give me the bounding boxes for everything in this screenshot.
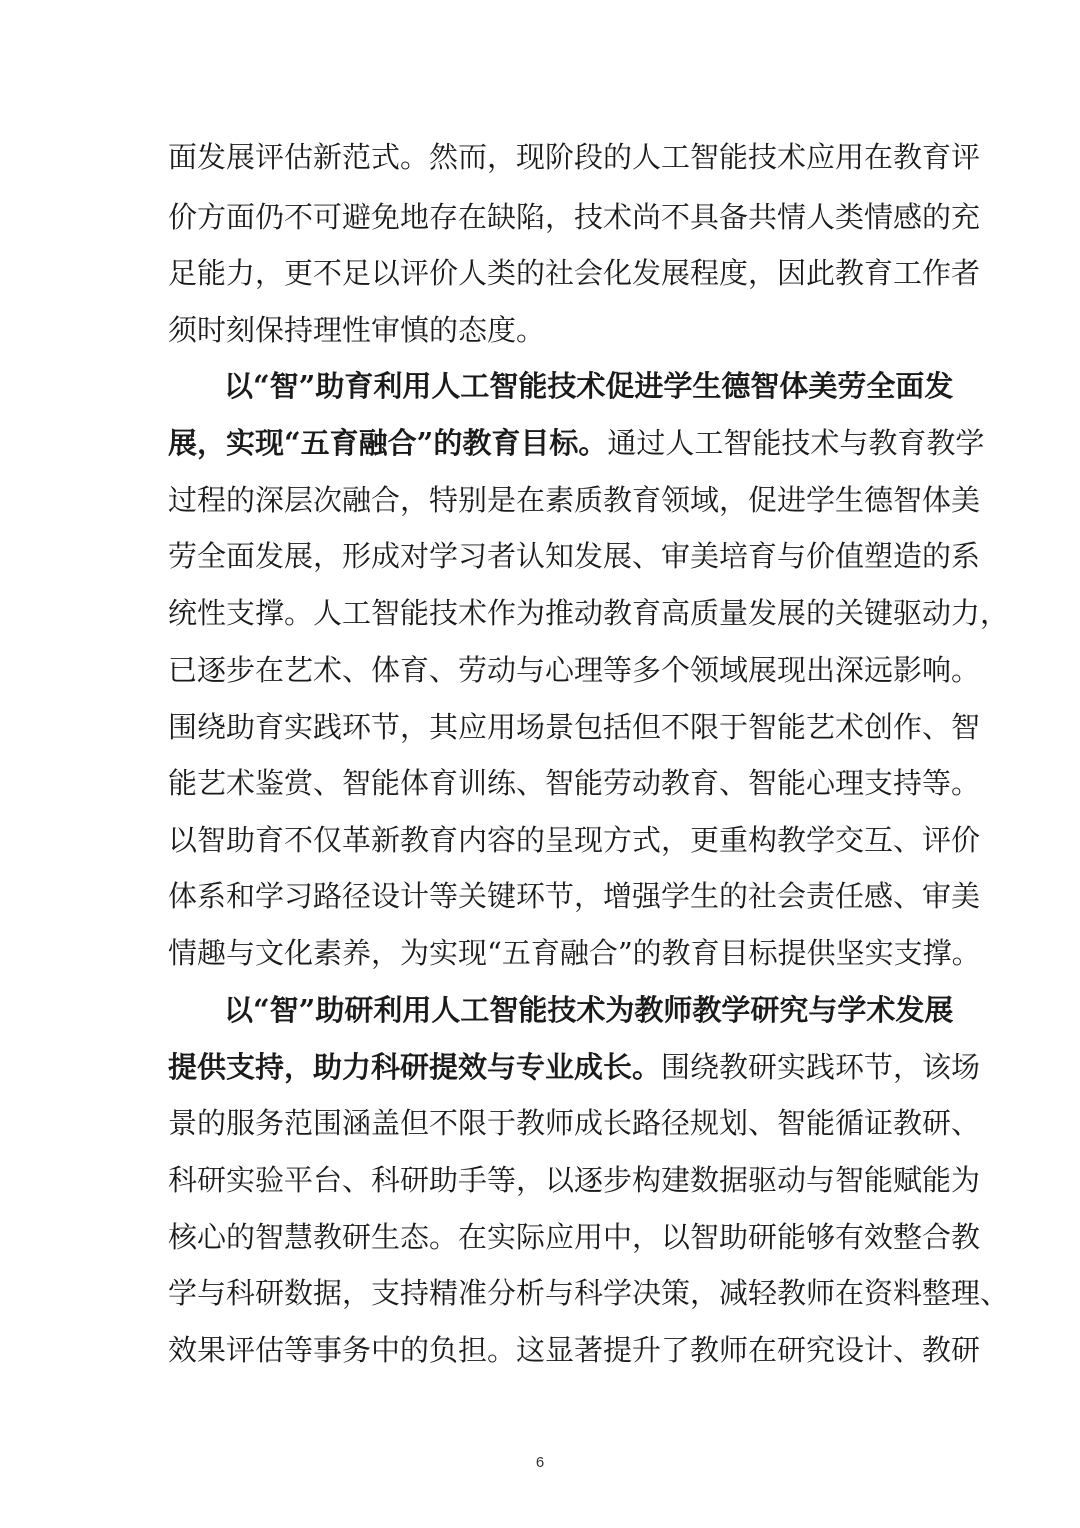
paragraph-2-heading-line-2: 展，实现“五育融合”的教育目标。 <box>168 426 608 460</box>
paragraph-1-line-3: 足能力，更不足以评价人类的社会化发展程度，因此教育工作者 <box>168 256 981 290</box>
paragraph-2-line-11: 情趣与文化素养，为实现“五育融合”的教育目标提供坚实支撑。 <box>168 936 981 970</box>
paragraph-3-heading-line-2: 提供支持，助力科研提效与专业成长。 <box>168 1050 662 1084</box>
paragraph-3-line-2 <box>168 1042 981 1092</box>
paragraph-1-line-1: 面发展评估新范式。然而，现阶段的人工智能技术应用在教育评 <box>168 140 981 174</box>
paragraph-2-line-5: 统性支撑。人工智能技术作为推动教育高质量发展的关键驱动力， <box>168 596 1010 630</box>
paragraph-2-heading-line-1: 以“智”助育利用人工智能技术促进学生德智体美劳全面发 <box>224 369 954 403</box>
paragraph-2-line-7: 围绕助育实践环节，其应用场景包括但不限于智能艺术创作、智 <box>168 710 981 744</box>
paragraph-1-line-2: 价方面仍不可避免地存在缺陷，技术尚不具备共情人类情感的充 <box>168 200 981 234</box>
paragraph-2-line-3: 过程的深层次融合，特别是在素质教育领域，促进学生德智体美 <box>168 483 981 517</box>
paragraph-2-line-9: 以智助育不仅革新教育内容的呈现方式，更重构教学交互、评价 <box>168 823 981 857</box>
paragraph-3-heading-line-1: 以“智”助研利用人工智能技术为教师教学研究与学术发展 <box>224 993 954 1027</box>
paragraph-2-line-6: 已逐步在艺术、体育、劳动与心理等多个领域展现出深远影响。 <box>168 653 981 687</box>
paragraph-3-line-3: 景的服务范围涵盖但不限于教师成长路径规划、智能循证教研、 <box>168 1106 981 1140</box>
paragraph-3-line-4: 科研实验平台、科研助手等，以逐步构建数据驱动与智能赋能为 <box>168 1163 981 1197</box>
paragraph-2-line-2-text: 通过人工智能技术与教育教学 <box>607 426 985 460</box>
paragraph-2-line-8: 能艺术鉴赏、智能体育训练、智能劳动教育、智能心理支持等。 <box>168 766 981 800</box>
paragraph-3-line-7: 效果评估等事务中的负担。这显著提升了教师在研究设计、教研 <box>168 1333 981 1367</box>
page-number: 6 <box>535 1454 545 1471</box>
paragraph-3-line-6: 学与科研数据，支持精准分析与科学决策，减轻教师在资料整理、 <box>168 1276 1010 1310</box>
paragraph-2-line-4: 劳全面发展，形成对学习者认知发展、审美培育与价值塑造的系 <box>168 539 981 573</box>
paragraph-3-line-5: 核心的智慧教研生态。在实际应用中，以智助研能够有效整合教 <box>168 1220 981 1254</box>
paragraph-2-line-10: 体系和学习路径设计等关键环节，增强学生的社会责任感、审美 <box>168 879 981 913</box>
paragraph-3-line-2-text: 围绕教研实践环节，该场 <box>661 1050 981 1084</box>
paragraph-1-line-4: 须时刻保持理性审慎的态度。 <box>168 313 546 347</box>
paragraph-2-line-2 <box>168 418 985 468</box>
